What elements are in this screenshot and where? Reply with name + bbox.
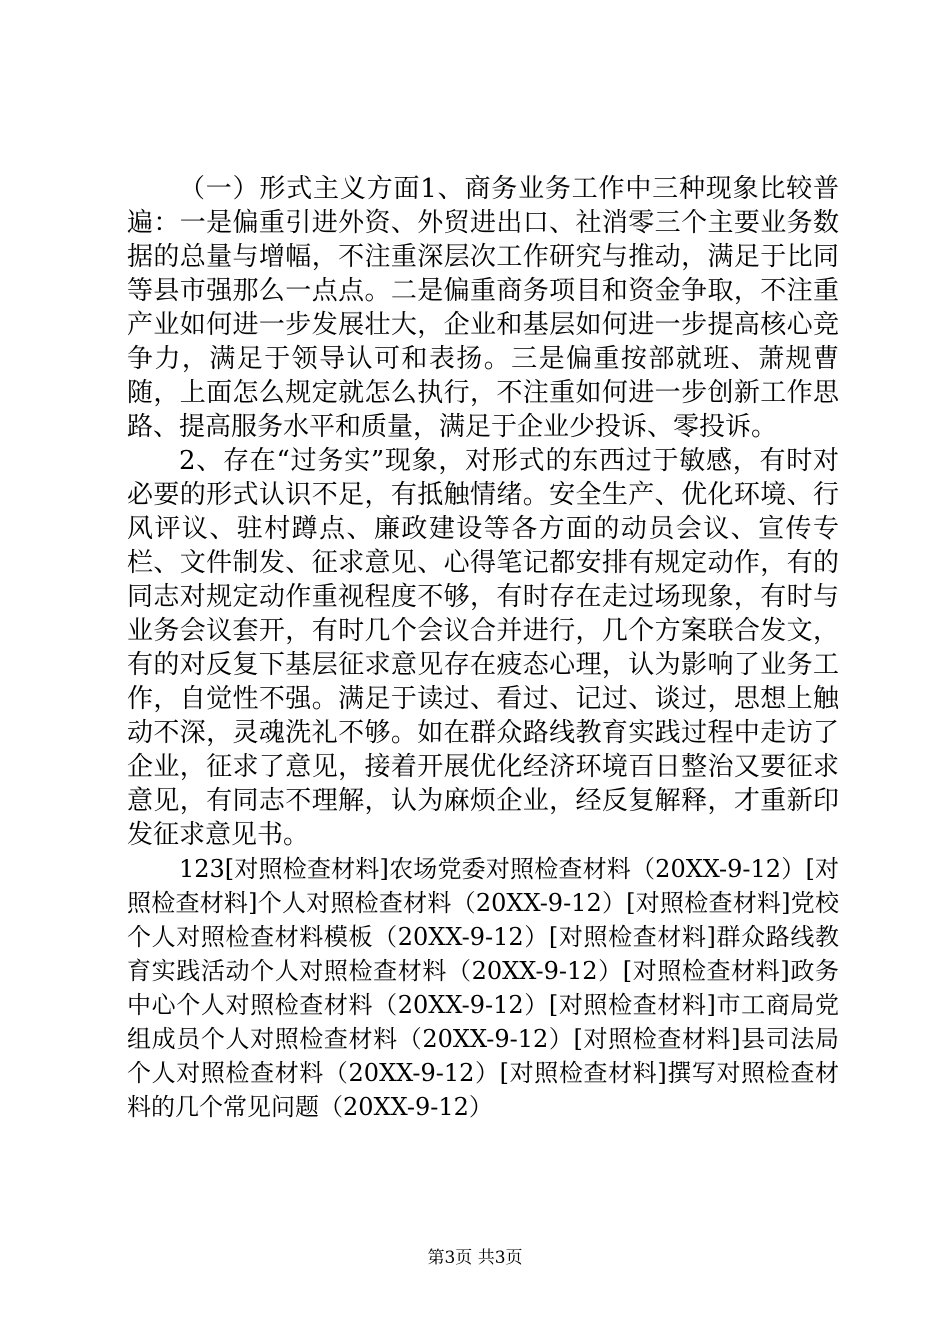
document-body [127,172,839,1124]
page-number: 第3页 共3页 [427,1248,523,1268]
paragraph-related-materials: 123[对照检查材料]农场党委对照检查材料（20XX-9-12）[对照检查材料]个人对照检查材料（20XX-9-12）[对照检查材料]党校个人对照检查材料模板（20XX-9-12）[对照检查材料]群众路线教育实践活动个人对照检查材料（20XX-9-12）[对照检查材料]政务中心个人对照检查材料（20XX-9-12）[对照检查材料]市工商局党组成员个人对照检查材料（20XX-9-12）[对照检查材料]县司法局个人对照检查材料（20XX-9-12）[对照检查材料]撰写对照检查材料的几个常见问题（20XX-9-12） [127,855,839,1121]
page-footer [0,1246,950,1270]
paragraph-over-pragmatism: 2、存在“过务实”现象，对形式的东西过于敏感，有时对必要的形式认识不足，有抵触情绪。安全生产、优化环境、行风评议、驻村蹲点、廉政建设等各方面的动员会议、宣传专栏、文件制发、征求意见、心得笔记都安排有规定动作，有的同志对规定动作重视程度不够，有时存在走过场现象，有时与业务会议套开，有时几个会议合并进行，几个方案联合发文，有的对反复下基层征求意见存在疲态心理，认为影响了业务工作，自觉性不强。满足于读过、看过、记过、谈过，思想上触动不深，灵魂洗礼不够。如在群众路线教育实践过程中走访了企业，征求了意见，接着开展优化经济环境百日整治又要征求意见，有同志不理解，认为麻烦企业，经反复解释，才重新印发征求意见书。 [127,446,839,850]
paragraph-formalism: （一）形式主义方面1、商务业务工作中三种现象比较普遍：一是偏重引进外资、外贸进出口、社消零三个主要业务数据的总量与增幅，不注重深层次工作研究与推动，满足于比同等县市强那么一点点。二是偏重商务项目和资金争取，不注重产业如何进一步发展壮大，企业和基层如何进一步提高核心竞争力，满足于领导认可和表扬。三是偏重按部就班、萧规曹随，上面怎么规定就怎么执行，不注重如何进一步创新工作思路、提高服务水平和质量，满足于企业少投诉、零投诉。 [127,174,839,442]
